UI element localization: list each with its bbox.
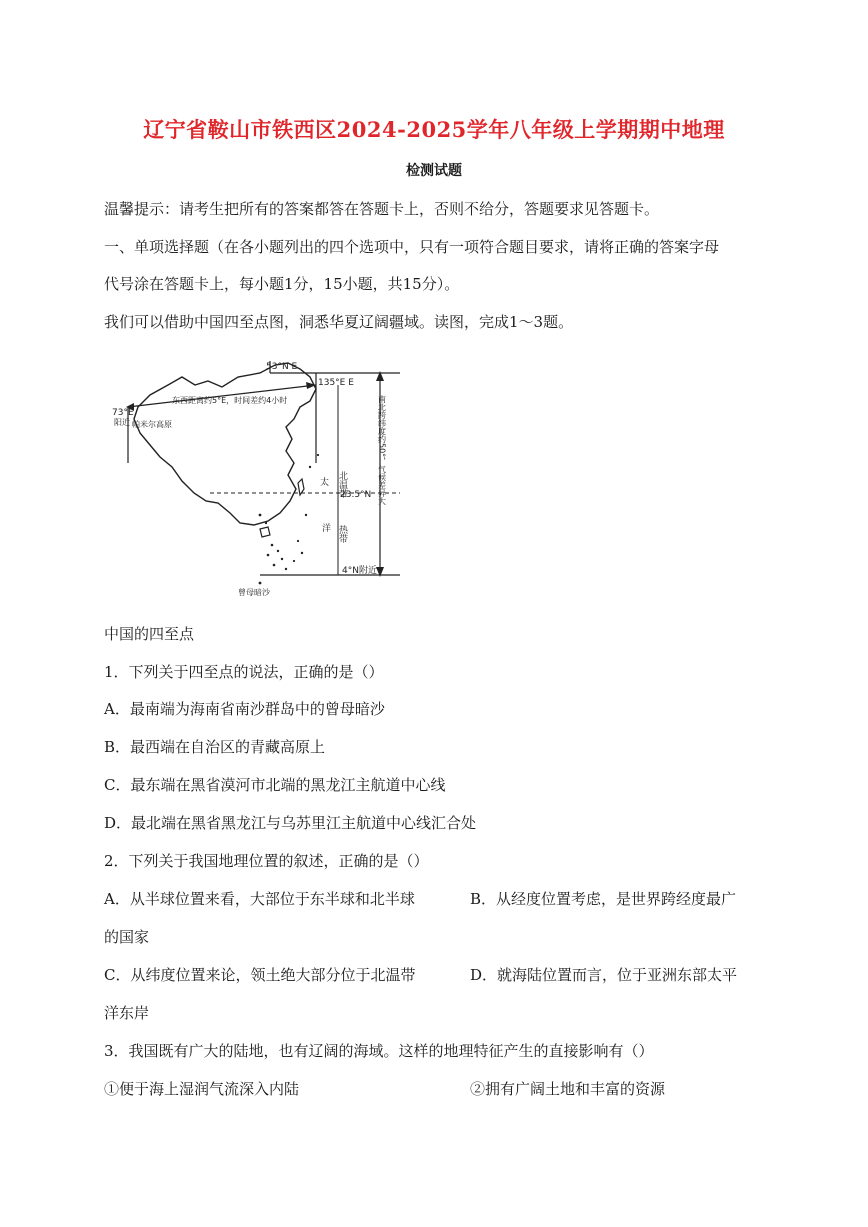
question-intro: 我们可以借助中国四至点图，洞悉华夏辽阔疆域。读图，完成1～3题。 [104,313,574,331]
map-west-place-label: 阳近 [114,418,130,427]
question-2-option-b: B．从经度位置考虑，是世界跨经度最广 [470,890,737,908]
section-heading-line2: 代号涂在答题卡上，每小题1分，15小题，共15分）。 [104,275,460,293]
section-heading-line1: 一、单项选择题（在各小题列出的四个选项中，只有一项符合题目要求，请将正确的答案字母 [104,238,720,256]
question-3-item-2: ②拥有广阔土地和丰富的资源 [470,1080,666,1098]
question-2: 2．下列关于我国地理位置的叙述，正确的是（） [104,852,429,870]
question-1-option-a: A．最南端为海南省南沙群岛中的曾母暗沙 [104,700,385,718]
question-1: 1．下列关于四至点的说法，正确的是（） [104,663,384,681]
question-2-option-a: A．从半球位置来看，大部位于东半球和北半球 [104,890,415,908]
china-extreme-points-map [110,355,410,600]
question-1-option-b: B．最西端在自治区的青藏高原上 [104,738,326,756]
exam-tip: 温馨提示：请考生把所有的答案都答在答题卡上，否则不给分，答题要求见答题卡。 [104,200,660,218]
question-3-item-1: ①便于海上湿润气流深入内陆 [104,1080,300,1098]
map-zengmu-label: 曾母暗沙 [238,588,270,597]
map-north-label: 53°N E [266,362,298,372]
document-title: 辽宁省鞍山市铁西区2024-2025学年八年级上学期期中地理 [143,117,725,142]
question-1-option-c: C．最东端在黑省漠河市北端的黑龙江主航道中心线 [104,776,446,794]
map-west-lon-label: 73°E [112,408,134,418]
map-pacific-label-1: 太 [320,478,330,488]
question-2-option-b-cont: 的国家 [104,928,150,946]
map-caption: 中国的四至点 [104,625,195,643]
map-tropical-label: 热带 [337,525,347,543]
question-2-option-d-cont: 洋东岸 [104,1004,150,1022]
map-tropic-label: 23.5°N [340,490,372,500]
question-2-option-c: C．从纬度位置来论，领土绝大部分位于北温带 [104,966,416,984]
question-2-option-d: D．就海陆位置而言，位于亚洲东部太平 [470,966,738,984]
map-south-label: 4°N附近 [342,566,377,576]
map-temperate-label: 北温带 [337,471,347,498]
map-pamir-label: 帕米尔高原 [132,420,172,429]
document-subtitle: 检测试题 [406,163,462,179]
question-3: 3．我国既有广大的陆地，也有辽阔的海域。这样的地理特征产生的直接影响有（） [104,1042,654,1060]
map-width-label: 东西距离约5°E，时间差约4小时 [172,396,288,405]
map-span-label: 南北跨纬度约50°，气候差异大 [377,395,387,506]
map-pacific-label-2: 洋 [322,524,332,534]
map-east-label: 135°E E [318,378,354,388]
question-1-option-d: D．最北端在黑省黑龙江与乌苏里江主航道中心线汇合处 [104,814,477,832]
